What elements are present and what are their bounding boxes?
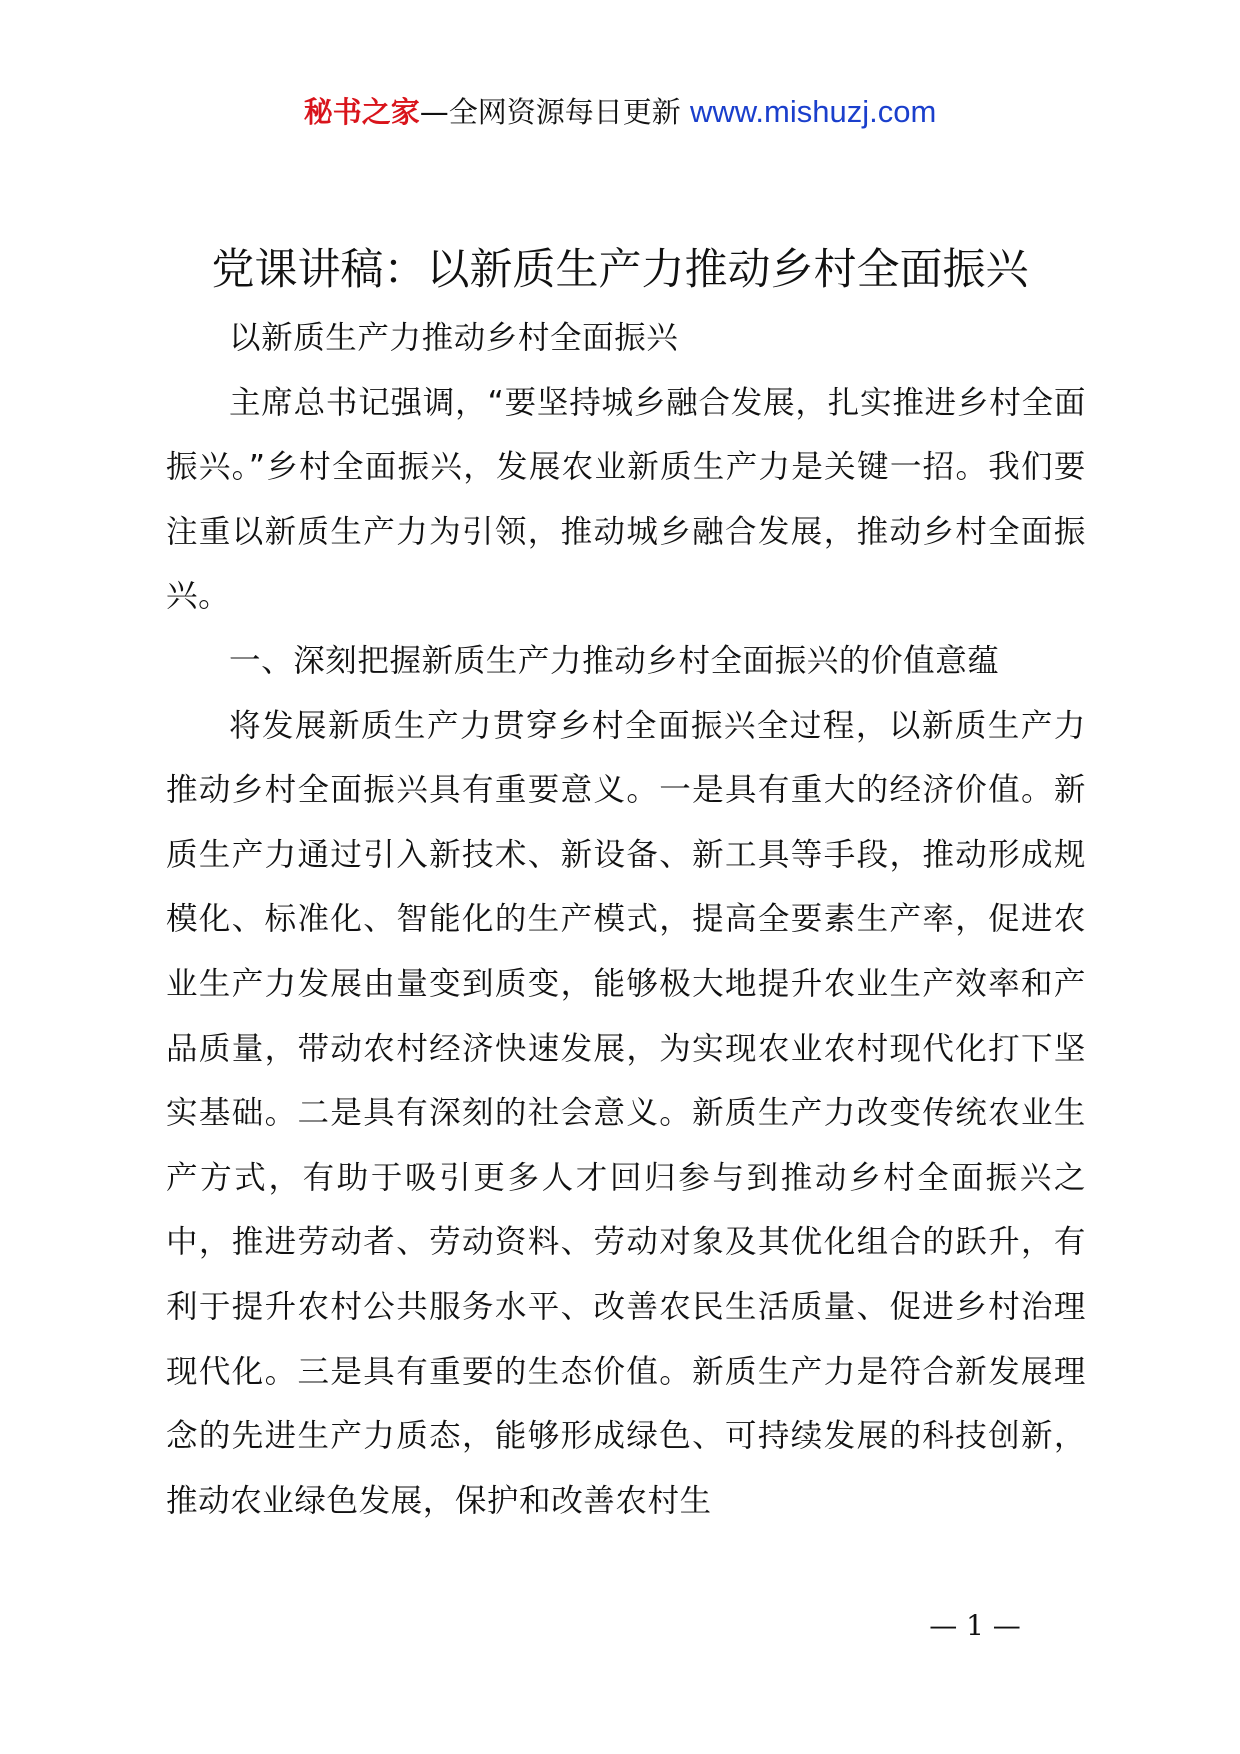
- subtitle-paragraph: 以新质生产力推动乡村全面振兴: [229, 320, 679, 356]
- body-paragraph: 将发展新质生产力贯穿乡村全面振兴全过程，以新质生产力推动乡村全面振兴具有重要意义。一是具有重大的经济价值。新质生产力通过引入新技术、新设备、新工具等手段，推动形成规模化、标准化、智能化的生产模式，提高全要素生产率，促进农业生产力发展由量变到质变，能够极大地提升农业生产效率和产品质量，带动农村经济快速发展，为实现农业农村现代化打下坚实基础。二是具有深刻的社会意义。新质生产力改变传统农业生产方式，有助于吸引更多人才回归参与到推动乡村全面振兴之中，推进劳动者、劳动资料、劳动对象及其优化组合的跃升，有利于提升农村公共服务水平、改善农民生活质量、促进乡村治理现代化。三是具有重要的生态价值。新质生产力是符合新发展理念的先进生产力质态，能够形成绿色、可持续发展的科技创新，推动农业绿色发展，保护和改善农村生: [166, 707, 1086, 1519]
- site-header: [0, 92, 1240, 132]
- section-heading: 一、深刻把握新质生产力推动乡村全面振兴的价值意蕴: [229, 642, 1000, 679]
- intro-paragraph: 主席总书记强调，“要坚持城乡融合发展，扎实推进乡村全面振兴。”乡村全面振兴，发展农业新质生产力是关键一招。我们要注重以新质生产力为引领，推动城乡融合发展，推动乡村全面振兴。: [166, 384, 1086, 615]
- site-tagline: —全网资源每日更新: [419, 95, 681, 129]
- site-url[interactable]: www.mishuzj.com: [689, 94, 937, 129]
- site-brand: 秘书之家: [303, 95, 420, 129]
- page-number: — 1 —: [929, 1609, 1021, 1642]
- document-title: 党课讲稿：以新质生产力推动乡村全面振兴: [211, 245, 1029, 295]
- document-body: [166, 306, 1086, 1533]
